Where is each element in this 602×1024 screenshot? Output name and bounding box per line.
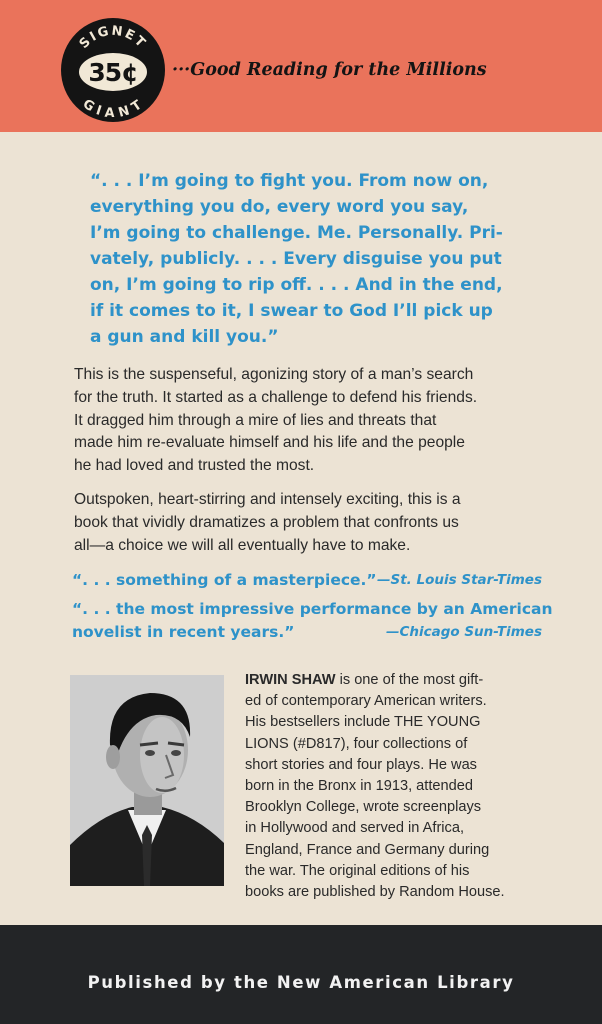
logo-text-top: SIGNET bbox=[76, 23, 150, 52]
author-bio-text: is one of the most gift- ed of contemporary American writers. His bestsellers include THE YOUNG LIONS (#D817), four collections of short stories and four plays. He was born in the Bronx in 1913, attended Brooklyn College, wrote screenplays in Hollywood and served in Africa, England, France and Germany during the war. The original editions of his books are published by Random House. bbox=[245, 672, 505, 901]
review-chicago bbox=[72, 598, 553, 644]
review-quote-line-1: “. . . the most impressive performance by an American bbox=[72, 600, 553, 618]
review-quote: “. . . something of a masterpiece.” bbox=[72, 571, 377, 589]
description-paragraph-2: Outspoken, heart-stirring and intensely exciting, this is a book that vividly dramatizes a problem that confronts us all—a choice we will all eventually have to make. bbox=[74, 491, 461, 554]
featured-quote: “. . . I’m going to fight you. From now on, everything you do, every word you say, I’m going to challenge. Me. Personally. Pri- vately, publicly. . . . Every disguise you put on, I’m going to rip off. . . . And in the end, if it comes to it, I swear to God I’ll pick up a gun and kill you.” bbox=[90, 171, 503, 347]
header-band bbox=[0, 0, 602, 132]
description-paragraph-1: This is the suspenseful, agonizing story of a man’s search for the truth. It started as a challenge to defend his friends. It dragged him through a mire of lies and threats that made him re-evaluate himself and his life and the people he had loved and trusted the most. bbox=[74, 366, 478, 475]
author-bio bbox=[245, 670, 545, 903]
review-source: —St. Louis Star-Times bbox=[376, 572, 542, 588]
logo-text-bottom: GIANT bbox=[79, 96, 147, 117]
review-source: —Chicago Sun-Times bbox=[385, 624, 542, 640]
svg-text:SIGNET bbox=[77, 24, 150, 52]
publisher-line: Published by the New American Library bbox=[87, 973, 515, 992]
logo-price-badge bbox=[79, 53, 147, 91]
author-photo bbox=[70, 675, 224, 886]
tagline: ···Good Reading for the Millions bbox=[172, 60, 487, 80]
svg-text:GIANT bbox=[80, 97, 147, 117]
author-name: IRWIN SHAW bbox=[245, 672, 336, 688]
review-quote-line-2: novelist in recent years.” bbox=[72, 623, 295, 641]
review-st-louis bbox=[72, 569, 542, 592]
logo-price: 35¢ bbox=[88, 57, 138, 87]
signet-giant-logo bbox=[61, 18, 165, 122]
